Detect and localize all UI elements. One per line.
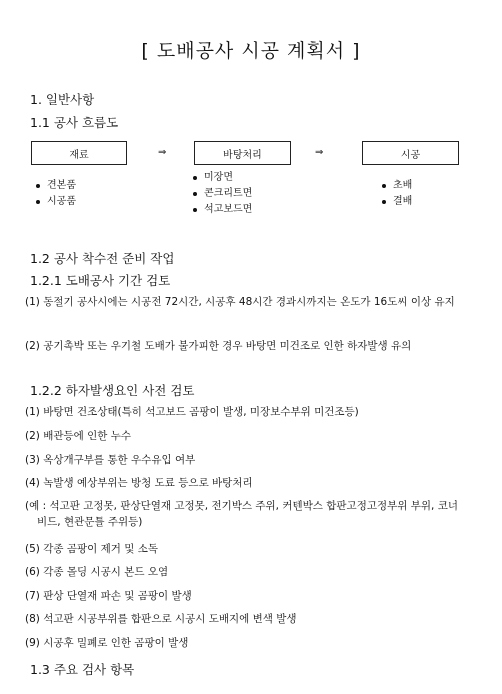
section-heading-1-2-1: 1.2.1 도배공사 기간 검토	[30, 273, 171, 288]
bullet-item: 콘크리트면	[191, 186, 252, 202]
flow-bullets-surface	[191, 170, 252, 218]
flow-box-construction: 시공	[362, 141, 459, 165]
flow-box-material: 재료	[31, 141, 127, 165]
section-heading-1-1: 1.1 공사 흐름도	[30, 115, 119, 130]
bullet-item: 초배	[380, 178, 412, 194]
list-item: (2) 배관등에 인한 누수	[25, 430, 132, 442]
flow-bullets-construction	[380, 178, 412, 210]
bullet-item: 미장면	[191, 170, 252, 186]
section-heading-1-2: 1.2 공사 착수전 준비 작업	[30, 251, 175, 266]
list-item: (2) 공기촉박 또는 우기철 도배가 불가피한 경우 바탕면 미건조로 인한 하자발생 유의	[25, 340, 412, 352]
list-item: (예 : 석고판 고정못, 판상단열재 고정못, 전기박스 주위, 커텐박스 합판고정고정부위 부위, 코너비드, 현관문틀 주위등)	[25, 500, 458, 528]
list-item: (5) 각종 곰팡이 제거 및 소독	[25, 543, 158, 555]
flow-arrow-2: ⇒	[315, 147, 324, 158]
section-heading-1-3: 1.3 주요 검사 항목	[30, 662, 135, 677]
list-item: (8) 석고판 시공부위를 합판으로 시공시 도배지에 변색 발생	[25, 613, 297, 625]
list-item: (1) 동절기 공사시에는 시공전 72시간, 시공후 48시간 경과시까지는 온도가 16도씨 이상 유지	[25, 296, 455, 308]
flow-box-surface-prep: 바탕처리	[194, 141, 291, 165]
bullet-item: 견본품	[34, 178, 76, 194]
list-item: (4) 녹발생 예상부위는 방청 도료 등으로 바탕처리	[25, 477, 253, 489]
section-heading-1: 1. 일반사항	[30, 92, 95, 107]
list-item: (7) 판상 단열재 파손 및 곰팡이 발생	[25, 590, 192, 602]
flow-bullets-material	[34, 178, 76, 210]
list-item: (6) 각종 몰딩 시공시 본드 오염	[25, 566, 169, 578]
list-item: (1) 바탕면 건조상태(특히 석고보드 곰팡이 발생, 미장보수부위 미건조등)	[25, 406, 359, 418]
document-title: [ 도배공사 시공 계획서 ]	[141, 40, 361, 62]
bullet-item: 석고보드면	[191, 202, 252, 218]
list-item: (3) 옥상개구부를 통한 우수유입 여부	[25, 454, 196, 466]
flow-arrow-1: ⇒	[158, 147, 167, 158]
bullet-item: 시공품	[34, 194, 76, 210]
section-heading-1-2-2: 1.2.2 하자발생요인 사전 검토	[30, 383, 195, 398]
bullet-item: 결배	[380, 194, 412, 210]
list-item: (9) 시공후 밀폐로 인한 곰팡이 발생	[25, 637, 189, 649]
